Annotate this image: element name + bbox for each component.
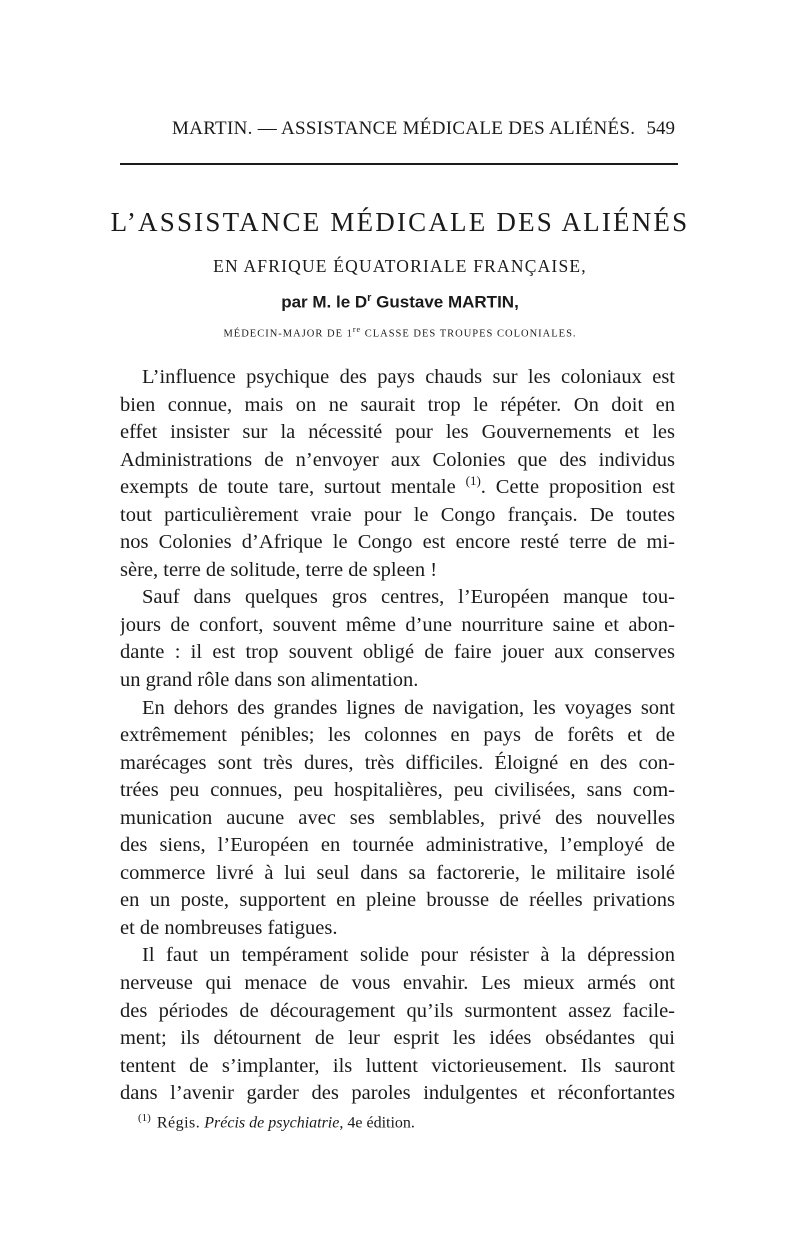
text-line: extrêmement pénibles; les colonnes en pays de forêts et de (120, 724, 675, 747)
author-name: Gustave MARTIN, (371, 292, 519, 312)
header-rule (120, 163, 678, 165)
article-title: L’ASSISTANCE MÉDICALE DES ALIÉNÉS (110, 207, 690, 237)
text-line: Sauf dans quelques gros centres, l’Européen manque tou- (142, 586, 675, 609)
footnote-marker: (1) (138, 1112, 151, 1124)
footnote (138, 1112, 415, 1132)
footnote-work: Précis de psychiatrie (204, 1114, 340, 1132)
author-affiliation (0, 325, 800, 340)
text-line: un grand rôle dans son alimentation. (120, 669, 419, 692)
text-line: dans l’avenir garder des paroles indulgentes et réconfortantes (120, 1082, 675, 1105)
text-line: En dehors des grandes lignes de navigation, les voyages sont (142, 696, 675, 719)
text-line: ment; ils détournent de leur esprit les idées obsédantes qui (120, 1027, 675, 1050)
text-line: trées peu connues, peu hospitalières, peu civilisées, sans com- (120, 779, 675, 802)
footnote-edition: , 4e édition. (339, 1114, 415, 1132)
text-line: L’influence psychique des pays chauds sur les coloniaux est (142, 366, 675, 388)
text-line: tentent de s’implanter, ils luttent victorieusement. Ils sauront (120, 1054, 675, 1077)
text-line: nos Colonies d’Afrique le Congo est encore resté terre de mi- (120, 531, 675, 554)
affiliation-superscript: re (352, 325, 362, 334)
text-line: des siens, l’Européen en tournée administrative, l’employé de (120, 834, 675, 857)
text-line: bien connue, mais on ne saurait trop le répéter. On doit en (120, 393, 675, 416)
text-line: munication aucune avec ses semblables, privé des nouvelles (120, 806, 675, 829)
text-line: commerce livré à lui seul dans sa factorerie, le militaire isolé (120, 861, 675, 884)
text-line: sère, terre de solitude, terre de spleen ! (120, 558, 438, 581)
body-text (120, 364, 675, 1108)
footnote-author: Régis. (156, 1114, 201, 1132)
text-line: des périodes de découragement qu’ils surmontent assez facile- (120, 999, 675, 1022)
text-line: Il faut un tempérament solide pour résister à la dépression (142, 944, 675, 967)
text-line: et de nombreuses fatigues. (120, 916, 338, 939)
article-author (0, 292, 800, 313)
affiliation-prefix: MÉDECIN-MAJOR DE 1 (223, 328, 353, 340)
text-line-part: exempts de toute tare, surtout mentale (120, 476, 456, 499)
text-line: dante : il est trop souvent obligé de faire jouer aux conserves (120, 641, 675, 664)
text-line: nerveuse qui menace de vous envahir. Les mieux armés ont (120, 972, 675, 995)
text-line-part: . Cette proposition est (480, 476, 675, 499)
text-line: marécages sont très dures, très difficiles. Éloigné en des con- (120, 751, 675, 774)
affiliation-suffix: CLASSE DES TROUPES COLONIALES. (361, 328, 577, 340)
text-line-with-note (120, 474, 675, 502)
text-line: tout particulièrement vraie pour le Congo français. De toutes (120, 503, 675, 526)
author-superscript: r (367, 292, 372, 304)
article-subtitle: EN AFRIQUE ÉQUATORIALE FRANÇAISE, (213, 256, 587, 276)
running-head (120, 118, 675, 148)
page-number: 549 (646, 118, 675, 139)
text-line: effet insister sur la nécessité pour les Gouvernements et les (120, 421, 675, 444)
footnote-reference: (1) (465, 474, 481, 489)
text-line: en un poste, supportent en pleine brousse de réelles privations (120, 889, 675, 912)
running-title: MARTIN. — ASSISTANCE MÉDICALE DES ALIÉNÉS. (172, 118, 636, 139)
text-line: Administrations de n’envoyer aux Colonies que des individus (120, 448, 675, 471)
author-prefix: par M. le D (281, 292, 368, 312)
text-line: jours de confort, souvent même d’une nourriture saine et abon- (120, 613, 675, 636)
